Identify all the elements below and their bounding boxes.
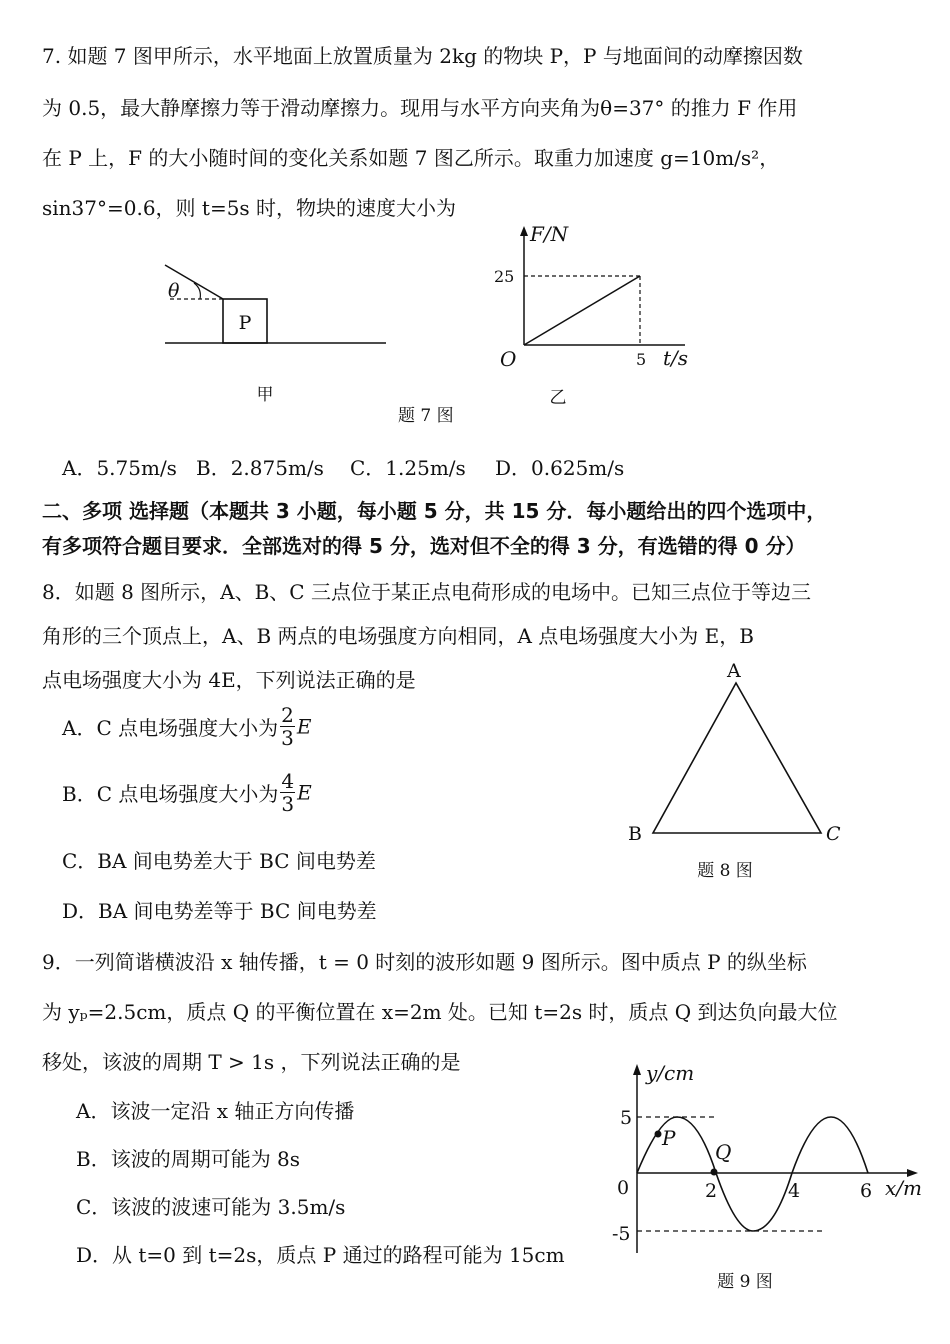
q8-line-2: 角形的三个顶点上，A、B 两点的电场强度方向相同，A 点电场强度大小为 E，B: [42, 624, 754, 648]
xtick-5: 5: [636, 350, 647, 369]
force-line: [524, 276, 640, 345]
q9-option-c: C．该波的波速可能为 3.5m/s: [76, 1195, 346, 1219]
point-p-label: P: [662, 1126, 676, 1150]
q7-line-1: 7. 如题 7 图甲所示，水平地面上放置质量为 2kg 的物块 P，P 与地面间的动摩擦因数: [42, 44, 803, 68]
xtick-4: 4: [788, 1180, 801, 1202]
x-axis-label: x/m: [885, 1176, 922, 1200]
q7-line-2: 为 0.5，最大静摩擦力等于滑动摩擦力。现用与水平方向夹角为θ=37° 的推力 F 作用: [42, 96, 798, 120]
q8-option-a-fraction: [280, 704, 295, 749]
q7-option-b: B．2.875m/s: [196, 456, 324, 480]
caption-yi: 乙: [549, 388, 567, 408]
q8-option-b-numerator: 4: [281, 769, 295, 793]
q8-option-b-denominator: 3: [281, 792, 295, 816]
point-q: [711, 1169, 718, 1176]
origin-label: 0: [617, 1177, 630, 1199]
q8-line-3: 点电场强度大小为 4E，下列说法正确的是: [42, 668, 416, 692]
q7-line-3: 在 P 上，F 的大小随时间的变化关系如题 7 图乙所示。取重力加速度 g=10m/s²，: [42, 146, 780, 170]
x-axis-label: t/s: [663, 346, 689, 370]
y-axis-arrow: [520, 226, 528, 236]
xtick-6: 6: [860, 1180, 873, 1202]
q9-option-d: D．从 t=0 到 t=2s，质点 P 通过的路程可能为 15cm: [76, 1243, 565, 1267]
q8-option-a-denominator: 3: [281, 726, 294, 750]
point-p: [655, 1131, 662, 1138]
y-axis-arrow: [633, 1064, 641, 1075]
q8-figure-caption: 题 8 图: [697, 861, 753, 881]
q7-option-a: A．5.75m/s: [62, 456, 177, 480]
block-p-label: P: [238, 312, 252, 334]
ytick-25: 25: [494, 267, 515, 286]
point-q-label: Q: [715, 1140, 732, 1164]
q7-option-c: C．1.25m/s: [350, 456, 466, 480]
q8-option-b-suffix: E: [297, 780, 312, 805]
ytick-5: 5: [620, 1107, 633, 1129]
section2-line-1: 二、多项 选择题（本题共 3 小题，每小题 5 分，共 15 分．每小题给出的四个选项中，: [42, 499, 827, 523]
q7-line-4: sin37°=0.6，则 t=5s 时，物块的速度大小为: [42, 196, 457, 220]
section2-line-2: 有多项符合题目要求．全部选对的得 5 分，选对但不全的得 3 分，有选错的得 0 分）: [42, 534, 806, 558]
q9-option-b: B．该波的周期可能为 8s: [76, 1147, 301, 1171]
q8-option-a-prefix: A．C 点电场强度大小为: [62, 716, 279, 740]
q8-line-1: 8．如题 8 图所示，A、B、C 三点位于某正点电荷形成的电场中。已知三点位于等边三: [42, 580, 811, 604]
q9-line-1: 9．一列简谐横波沿 x 轴传播，t = 0 时刻的波形如题 9 图所示。图中质点 P 的纵坐标: [42, 950, 807, 974]
q7-figure-caption: 题 7 图: [398, 406, 454, 426]
q9-line-3: 移处，该波的周期 T > 1s ，下列说法正确的是: [42, 1050, 461, 1074]
q9-option-a: A．该波一定沿 x 轴正方向传播: [76, 1099, 355, 1123]
q8-option-c: C．BA 间电势差大于 BC 间电势差: [62, 849, 376, 873]
q8-option-a-numerator: 2: [281, 703, 294, 727]
q9-figure: [600, 1055, 930, 1300]
q8-figure: [620, 655, 860, 885]
q8-option-d: D．BA 间电势差等于 BC 间电势差: [62, 899, 377, 923]
triangle-abc: [653, 683, 821, 833]
y-axis-label: y/cm: [646, 1061, 695, 1085]
q8-option-b-prefix: B．C 点电场强度大小为: [62, 782, 279, 806]
origin-label: O: [500, 347, 517, 371]
q9-figure-caption: 题 9 图: [717, 1272, 773, 1292]
theta-label: θ: [168, 280, 180, 302]
ytick-neg5: -5: [612, 1223, 631, 1245]
q7-figure-yi: [490, 220, 710, 415]
vertex-b-label: B: [628, 823, 642, 845]
y-axis-label: F/N: [530, 222, 569, 246]
q7-figure-jia: [150, 255, 400, 415]
q8-option-b: [62, 770, 312, 815]
q8-option-a-suffix: E: [296, 714, 312, 739]
xtick-2: 2: [705, 1180, 718, 1202]
vertex-a-label: A: [727, 660, 741, 682]
q7-option-d: D．0.625m/s: [495, 456, 625, 480]
caption-jia: 甲: [256, 385, 274, 405]
q8-option-b-fraction: [280, 770, 295, 815]
q8-option-a: [62, 704, 311, 749]
q9-line-2: 为 yₚ=2.5cm，质点 Q 的平衡位置在 x=2m 处。已知 t=2s 时，质点 Q 到达负向最大位: [42, 1000, 838, 1024]
vertex-c-label: C: [826, 823, 841, 845]
